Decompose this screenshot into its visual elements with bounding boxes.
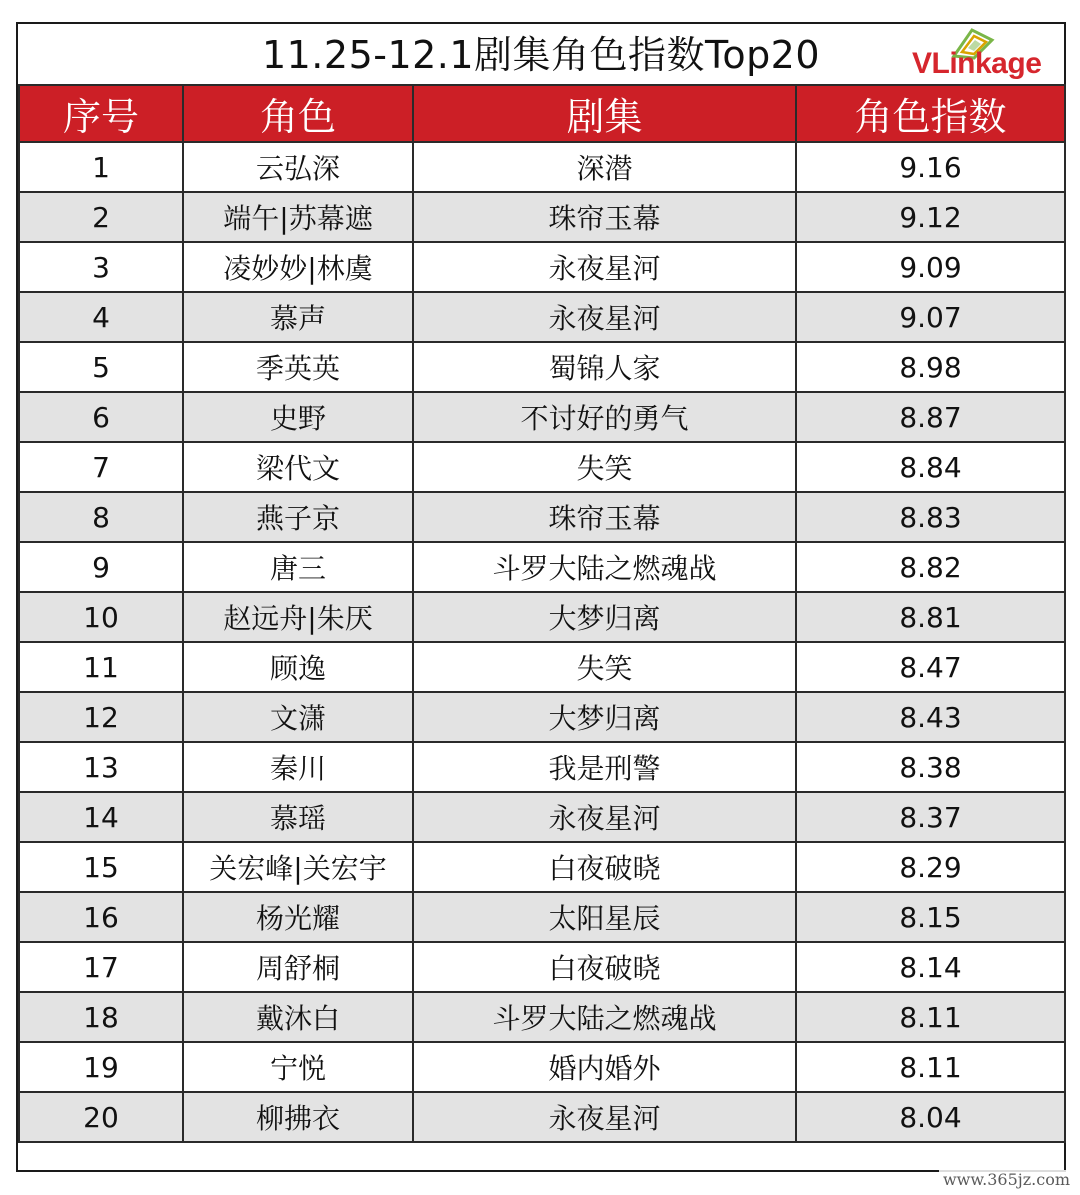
logo-wordmark: [912, 48, 1041, 80]
table-row: [19, 892, 1065, 942]
rank-cell: 7: [19, 442, 183, 492]
rank-cell: 15: [19, 842, 183, 892]
rank-cell: 14: [19, 792, 183, 842]
rank-cell: 20: [19, 1092, 183, 1142]
index-cell: 8.14: [796, 942, 1065, 992]
drama-cell: 失笑: [413, 642, 796, 692]
rank-cell: 3: [19, 242, 183, 292]
index-cell: 8.47: [796, 642, 1065, 692]
table-row: [19, 342, 1065, 392]
table-row: [19, 1042, 1065, 1092]
table-row: [19, 642, 1065, 692]
role-cell: 戴沐白: [183, 992, 413, 1042]
rank-cell: 1: [19, 142, 183, 192]
table-row: [19, 1092, 1065, 1142]
role-cell: 燕子京: [183, 492, 413, 542]
table-header-row: [19, 85, 1065, 142]
index-cell: 9.16: [796, 142, 1065, 192]
table-row: [19, 842, 1065, 892]
role-cell: 赵远舟|朱厌: [183, 592, 413, 642]
role-cell: 杨光耀: [183, 892, 413, 942]
role-cell: 周舒桐: [183, 942, 413, 992]
role-cell: 关宏峰|关宏宇: [183, 842, 413, 892]
drama-cell: 大梦归离: [413, 692, 796, 742]
drama-cell: 永夜星河: [413, 292, 796, 342]
table-row: [19, 692, 1065, 742]
index-cell: 8.84: [796, 442, 1065, 492]
header-rank: 序号: [19, 85, 183, 142]
drama-cell: 珠帘玉幕: [413, 192, 796, 242]
index-cell: 9.07: [796, 292, 1065, 342]
role-cell: 端午|苏幕遮: [183, 192, 413, 242]
index-cell: 8.82: [796, 542, 1065, 592]
index-cell: 8.11: [796, 992, 1065, 1042]
role-cell: 慕瑶: [183, 792, 413, 842]
drama-cell: 永夜星河: [413, 242, 796, 292]
rank-cell: 17: [19, 942, 183, 992]
role-cell: 宁悦: [183, 1042, 413, 1092]
role-cell: 秦川: [183, 742, 413, 792]
drama-cell: 深潜: [413, 142, 796, 192]
index-cell: 8.98: [796, 342, 1065, 392]
header-drama: 剧集: [413, 85, 796, 142]
table-body: [19, 142, 1065, 1142]
role-cell: 文潇: [183, 692, 413, 742]
role-cell: 季英英: [183, 342, 413, 392]
table-row: [19, 142, 1065, 192]
index-cell: 8.11: [796, 1042, 1065, 1092]
role-cell: 云弘深: [183, 142, 413, 192]
index-cell: 8.83: [796, 492, 1065, 542]
rank-cell: 11: [19, 642, 183, 692]
drama-cell: 永夜星河: [413, 792, 796, 842]
role-cell: 唐三: [183, 542, 413, 592]
page-title: 11.25-12.1剧集角色指数Top20: [261, 33, 821, 77]
vlinkage-logo: [912, 26, 1064, 82]
role-cell: 慕声: [183, 292, 413, 342]
rank-cell: 6: [19, 392, 183, 442]
rank-cell: 10: [19, 592, 183, 642]
rank-cell: 18: [19, 992, 183, 1042]
logo-text-v: V: [912, 47, 932, 80]
drama-cell: 婚内婚外: [413, 1042, 796, 1092]
table-row: [19, 542, 1065, 592]
role-cell: 梁代文: [183, 442, 413, 492]
drama-cell: 不讨好的勇气: [413, 392, 796, 442]
logo-text-rest: Linkage: [931, 47, 1042, 80]
role-cell: 柳拂衣: [183, 1092, 413, 1142]
table-row: [19, 792, 1065, 842]
table-row: [19, 192, 1065, 242]
rank-cell: 19: [19, 1042, 183, 1092]
drama-cell: 斗罗大陆之燃魂战: [413, 542, 796, 592]
index-cell: 8.43: [796, 692, 1065, 742]
index-cell: 8.81: [796, 592, 1065, 642]
table-row: [19, 442, 1065, 492]
drama-cell: 珠帘玉幕: [413, 492, 796, 542]
drama-cell: 斗罗大陆之燃魂战: [413, 992, 796, 1042]
index-cell: 8.87: [796, 392, 1065, 442]
drama-cell: 失笑: [413, 442, 796, 492]
drama-cell: 太阳星辰: [413, 892, 796, 942]
drama-cell: 蜀锦人家: [413, 342, 796, 392]
index-cell: 9.09: [796, 242, 1065, 292]
drama-cell: 永夜星河: [413, 1092, 796, 1142]
ranking-board: [16, 22, 1066, 1172]
index-cell: 8.29: [796, 842, 1065, 892]
index-cell: 9.12: [796, 192, 1065, 242]
index-cell: 8.04: [796, 1092, 1065, 1142]
drama-cell: 白夜破晓: [413, 942, 796, 992]
index-cell: 8.38: [796, 742, 1065, 792]
role-cell: 史野: [183, 392, 413, 442]
drama-cell: 我是刑警: [413, 742, 796, 792]
table-row: [19, 492, 1065, 542]
table-row: [19, 742, 1065, 792]
table-row: [19, 292, 1065, 342]
role-cell: 凌妙妙|林虞: [183, 242, 413, 292]
drama-cell: 白夜破晓: [413, 842, 796, 892]
rank-cell: 16: [19, 892, 183, 942]
table-row: [19, 592, 1065, 642]
header-role: 角色: [183, 85, 413, 142]
rank-cell: 9: [19, 542, 183, 592]
index-cell: 8.15: [796, 892, 1065, 942]
title-bar: [18, 24, 1064, 86]
table-row: [19, 992, 1065, 1042]
rank-cell: 2: [19, 192, 183, 242]
watermark: www.365jz.com: [939, 1170, 1074, 1189]
rank-cell: 12: [19, 692, 183, 742]
rank-cell: 4: [19, 292, 183, 342]
drama-cell: 大梦归离: [413, 592, 796, 642]
table-row: [19, 942, 1065, 992]
rank-cell: 5: [19, 342, 183, 392]
role-cell: 顾逸: [183, 642, 413, 692]
rank-cell: 13: [19, 742, 183, 792]
table-row: [19, 242, 1065, 292]
index-cell: 8.37: [796, 792, 1065, 842]
table-row: [19, 392, 1065, 442]
header-index: 角色指数: [796, 85, 1065, 142]
rank-cell: 8: [19, 492, 183, 542]
ranking-table: [18, 84, 1066, 1143]
